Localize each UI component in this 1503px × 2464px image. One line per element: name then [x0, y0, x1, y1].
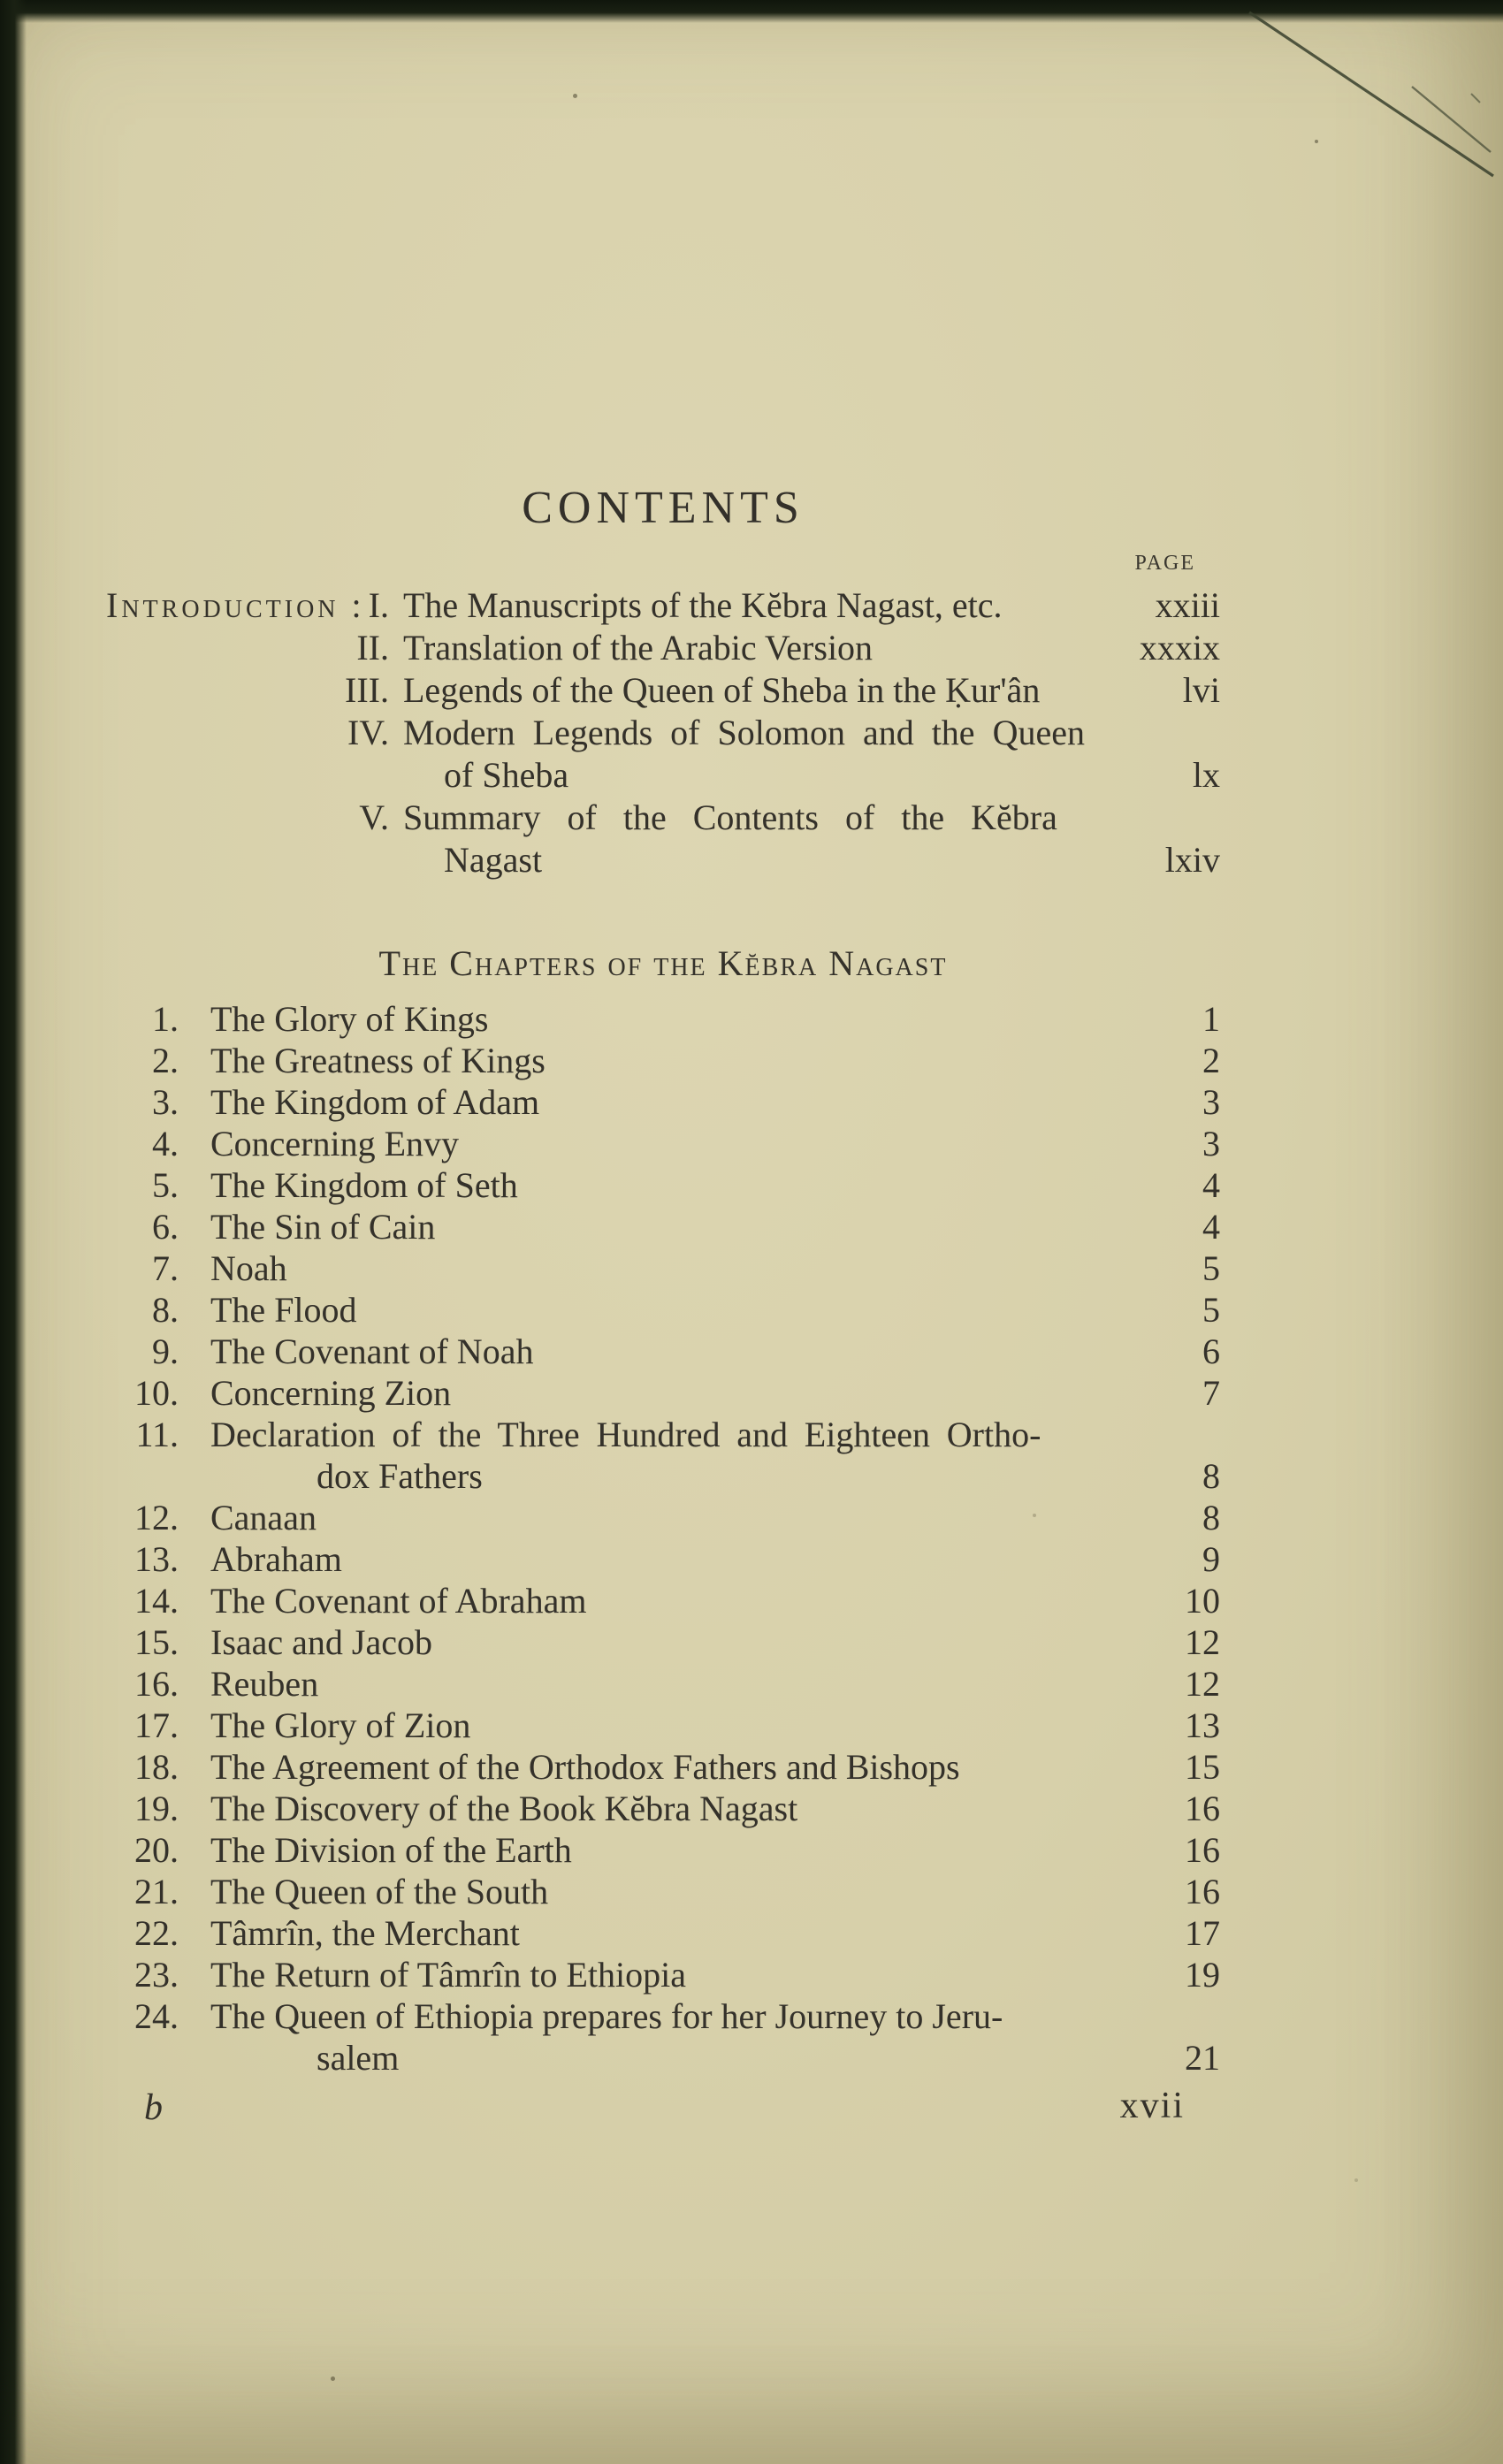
chapter-page: 12: [1185, 1622, 1220, 1662]
chapter-page: 8: [1202, 1498, 1220, 1537]
chapter-page: 16: [1185, 1872, 1220, 1911]
toc-chapter-entry: [106, 1995, 1220, 2079]
entry-line: The Return of Tâmrîn to Ethiopia: [210, 1955, 687, 1995]
chapter-title: [179, 1871, 1114, 1912]
chapter-title: [179, 1788, 1114, 1829]
chapter-page: 13: [1185, 1705, 1220, 1745]
chapter-title: [179, 1289, 1114, 1331]
intro-entry-page: lxiv: [1164, 840, 1220, 880]
chapter-page: 16: [1185, 1830, 1220, 1870]
entry-line: The Sin of Cain: [210, 1207, 436, 1247]
chapter-title: [179, 1746, 1114, 1788]
toc-chapter-entry: [106, 1040, 1220, 1081]
chapter-number: 6.: [152, 1207, 179, 1247]
speck: [573, 94, 577, 98]
entry-line: salem: [317, 2038, 400, 2078]
chapter-number: 23.: [134, 1955, 179, 1995]
chapter-page: 12: [1185, 1664, 1220, 1704]
entry-line: Modern Legends of Solomon and the Queen: [403, 713, 1085, 752]
entry-line: Concerning Envy: [210, 1124, 460, 1163]
entry-line: Abraham: [210, 1539, 342, 1579]
chapter-page: 4: [1202, 1165, 1220, 1205]
scan-edge-left: [0, 0, 27, 2464]
chapter-title: [179, 1331, 1114, 1372]
chapter-title: [179, 1123, 1114, 1164]
entry-line: The Greatness of Kings: [210, 1041, 546, 1080]
chapter-number: 20.: [134, 1830, 179, 1870]
chapter-number: 18.: [134, 1747, 179, 1787]
folio-number: xvii: [1119, 2086, 1185, 2126]
entry-line: Translation of the Arabic Version: [403, 628, 874, 667]
chapter-number: 2.: [152, 1041, 179, 1080]
chapters-section: [106, 998, 1220, 2079]
entry-line: Nagast: [444, 840, 543, 880]
toc-chapter-entry: [106, 1954, 1220, 1995]
toc-chapter-entry: [106, 1705, 1220, 1746]
chapter-page: 8: [1202, 1456, 1220, 1496]
chapter-page: 19: [1185, 1955, 1220, 1995]
entry-line: Legends of the Queen of Sheba in the Ḳur'ân: [403, 670, 1041, 710]
intro-numeral: V.: [359, 797, 389, 837]
entry-line: Concerning Zion: [210, 1373, 452, 1413]
chapter-title: [179, 1040, 1114, 1081]
chapter-title: [179, 1954, 1114, 1995]
toc-intro-entry: [106, 712, 1220, 797]
chapter-number: 7.: [152, 1248, 179, 1288]
entry-line: The Agreement of the Orthodox Fathers and Bishops: [210, 1747, 960, 1787]
page-title: CONTENTS: [522, 483, 805, 533]
toc-chapter-entry: [106, 1912, 1220, 1954]
toc-chapter-entry: [106, 1871, 1220, 1912]
chapter-page: 15: [1185, 1747, 1220, 1787]
chapter-title: [179, 1663, 1114, 1705]
toc-intro-entry: [106, 584, 1220, 627]
intro-entry-page: xxiii: [1155, 585, 1220, 625]
chapter-number: 5.: [152, 1165, 179, 1205]
toc-chapter-entry: [106, 1746, 1220, 1788]
entry-line: Summary of the Contents of the Kĕbra: [403, 797, 1057, 837]
chapter-page: 10: [1185, 1581, 1220, 1621]
chapter-title: [179, 1164, 1114, 1206]
entry-line: The Discovery of the Book Kĕbra Nagast: [210, 1789, 798, 1828]
toc-chapter-entry: [106, 1580, 1220, 1621]
chapter-title: [179, 1538, 1114, 1580]
entry-line: The Kingdom of Seth: [210, 1165, 518, 1205]
toc-chapter-entry: [106, 1123, 1220, 1164]
intro-entry-page: lx: [1192, 755, 1220, 795]
intro-numeral: III.: [345, 670, 389, 710]
toc-chapter-entry: [106, 998, 1220, 1040]
chapter-title: [179, 1497, 1114, 1538]
chapter-page: 5: [1202, 1290, 1220, 1330]
entry-line: Noah: [210, 1248, 287, 1288]
chapter-number: 9.: [152, 1331, 179, 1371]
toc-intro-entry: [106, 627, 1220, 669]
chapter-page: 9: [1202, 1539, 1220, 1579]
chapter-number: 21.: [134, 1872, 179, 1911]
toc-chapter-entry: [106, 1247, 1220, 1289]
speck: [1354, 2178, 1358, 2182]
intro-numeral: I.: [368, 585, 389, 625]
entry-line: The Flood: [210, 1290, 357, 1330]
entry-line: of Sheba: [444, 755, 569, 795]
chapter-page: 3: [1202, 1124, 1220, 1163]
entry-line: Isaac and Jacob: [210, 1622, 432, 1662]
entry-line: The Division of the Earth: [210, 1830, 572, 1870]
chapter-title: [179, 1580, 1114, 1621]
toc-chapter-entry: [106, 1289, 1220, 1331]
chapter-number: 4.: [152, 1124, 179, 1163]
toc-intro-entry: [106, 797, 1220, 881]
chapter-page: 16: [1185, 1789, 1220, 1828]
introduction-label: Introduction :: [106, 585, 365, 625]
chapter-number: 16.: [134, 1664, 179, 1704]
toc-chapter-entry: [106, 1206, 1220, 1247]
speck: [1315, 140, 1318, 143]
entry-line: dox Fathers: [317, 1456, 483, 1496]
introduction-section: [106, 584, 1220, 881]
page-column-label: PAGE: [1134, 552, 1195, 575]
entry-line: Reuben: [210, 1664, 319, 1704]
signature-mark: b: [144, 2087, 163, 2128]
toc-chapter-entry: [106, 1538, 1220, 1580]
entry-line: The Queen of Ethiopia prepares for her Journey to Jeru-: [210, 1996, 1003, 2036]
intro-entry-text: [389, 712, 1105, 797]
intro-entry-page: xxxix: [1139, 628, 1220, 667]
chapter-number: 24.: [134, 1996, 179, 2036]
chapter-number: 22.: [134, 1913, 179, 1953]
chapter-title: [179, 1829, 1114, 1871]
chapter-page: 21: [1185, 2038, 1220, 2078]
chapter-title: [179, 1912, 1114, 1954]
intro-entry-text: [389, 627, 1105, 669]
toc-chapter-entry: [106, 1663, 1220, 1705]
intro-numeral: II.: [356, 628, 389, 667]
toc-chapter-entry: [106, 1414, 1220, 1497]
chapter-number: 10.: [134, 1373, 179, 1413]
chapter-page: 4: [1202, 1207, 1220, 1247]
toc-content: [106, 482, 1220, 2079]
chapter-title: [179, 998, 1114, 1040]
entry-line: The Kingdom of Adam: [210, 1082, 540, 1122]
chapter-number: 11.: [135, 1415, 179, 1454]
chapter-title: [179, 1995, 1114, 2079]
entry-line: Canaan: [210, 1498, 317, 1537]
chapters-heading: The Chapters of the Kĕbra Nagast: [378, 943, 948, 983]
entry-line: Declaration of the Three Hundred and Eighteen Ortho-: [210, 1415, 1041, 1454]
chapter-title: [179, 1414, 1114, 1497]
chapter-number: 1.: [152, 999, 179, 1039]
toc-chapter-entry: [106, 1497, 1220, 1538]
chapter-page: 3: [1202, 1082, 1220, 1122]
chapter-title: [179, 1621, 1114, 1663]
toc-chapter-entry: [106, 1081, 1220, 1123]
toc-intro-entry: [106, 669, 1220, 712]
page-corner-crease: [1096, 0, 1503, 212]
toc-chapter-entry: [106, 1829, 1220, 1871]
chapter-page: 5: [1202, 1248, 1220, 1288]
entry-line: The Manuscripts of the Kĕbra Nagast, etc.: [403, 585, 1003, 625]
chapter-page: 7: [1202, 1373, 1220, 1413]
toc-chapter-entry: [106, 1331, 1220, 1372]
toc-chapter-entry: [106, 1372, 1220, 1414]
chapter-number: 17.: [134, 1705, 179, 1745]
chapter-number: 14.: [134, 1581, 179, 1621]
chapter-title: [179, 1081, 1114, 1123]
toc-chapter-entry: [106, 1788, 1220, 1829]
chapter-title: [179, 1705, 1114, 1746]
chapter-page: 1: [1202, 999, 1220, 1039]
toc-chapter-entry: [106, 1164, 1220, 1206]
chapter-number: 13.: [134, 1539, 179, 1579]
speck: [331, 2376, 335, 2381]
intro-entry-text: [389, 797, 1105, 881]
entry-line: The Glory of Kings: [210, 999, 489, 1039]
chapter-page: 2: [1202, 1041, 1220, 1080]
entry-line: The Covenant of Noah: [210, 1331, 534, 1371]
chapter-page: 17: [1185, 1913, 1220, 1953]
chapter-title: [179, 1247, 1114, 1289]
toc-chapter-entry: [106, 1621, 1220, 1663]
chapter-page: 6: [1202, 1331, 1220, 1371]
chapter-title: [179, 1372, 1114, 1414]
intro-entry-text: [389, 584, 1105, 627]
intro-entry-page: lvi: [1182, 670, 1220, 710]
chapter-title: [179, 1206, 1114, 1247]
intro-numeral: IV.: [347, 713, 389, 752]
chapter-number: 15.: [134, 1622, 179, 1662]
entry-line: The Glory of Zion: [210, 1705, 471, 1745]
entry-line: The Covenant of Abraham: [210, 1581, 587, 1621]
entry-line: The Queen of the South: [210, 1872, 549, 1911]
intro-entry-text: [389, 669, 1105, 712]
entry-line: Tâmrîn, the Merchant: [210, 1913, 520, 1953]
chapter-number: 19.: [134, 1789, 179, 1828]
chapter-number: 12.: [134, 1498, 179, 1537]
chapter-number: 3.: [152, 1082, 179, 1122]
chapter-number: 8.: [152, 1290, 179, 1330]
